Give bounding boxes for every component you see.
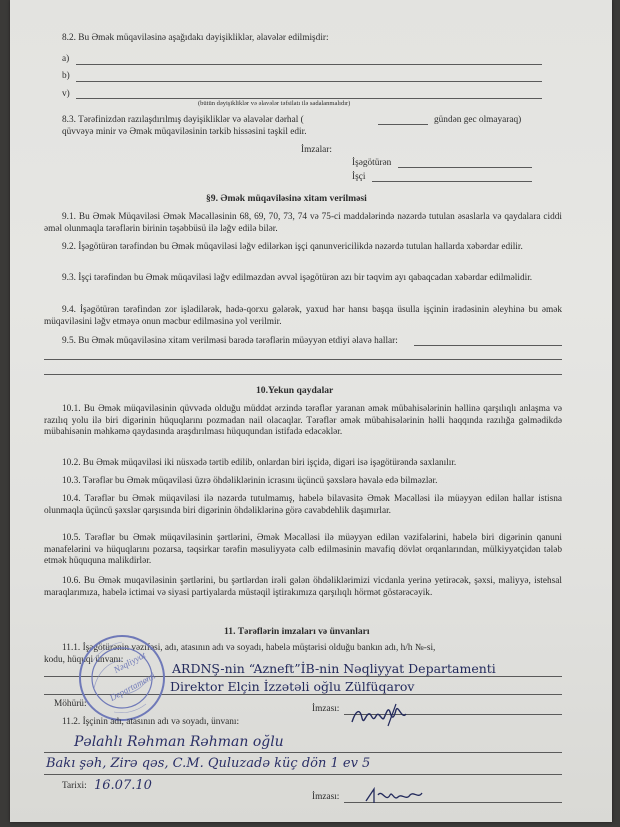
section-10-title: 10.Yekun qaydalar	[256, 385, 334, 396]
employer-signature-label: İmzası:	[312, 704, 340, 714]
seal-label: Möhürü:	[54, 699, 87, 709]
blank-line-b	[76, 81, 542, 82]
clause-11-1: 11.1. İşəgötürənin vəzifəsi, adı, atasının adı və soyadı, habelə müştərisi olduğu bankın adı, h/h №-si,	[62, 643, 436, 653]
clause-9-2: 9.2. İşəgötürən tərəfindən bu Əmək müqaviləsi ləğv edilərkən işçi qanunvericilikdə nəzərdə tutulan hallarda xəbərdar edilir.	[62, 242, 523, 252]
line-v-label: v)	[62, 89, 70, 99]
blank-9-5-c	[44, 374, 562, 375]
blank-9-5-a	[414, 345, 562, 346]
seal-text-top: Nəqliyyat	[112, 649, 148, 675]
clause-9-1: 9.1. Bu Əmək Müqaviləsi Əmək Məcəlləsinin 68, 69, 70, 73, 74 və 75-ci maddələrində nəzərdə tutulan əsaslarla və qaydalara ciddi əməl olunmaqla tərəflərin birinin təşəbbüsü ilə ləğv edilə bilər.	[44, 212, 562, 234]
worker-signature	[364, 785, 426, 807]
clause-9-5: 9.5. Bu Əmək müqaviləsinə xitam verilməsi barədə tərəflərin müəyyən etdiyi əlavə hallar:	[62, 336, 398, 346]
clause-10-2: 10.2. Bu Əmək müqaviləsi iki nüsxədə tərtib edilib, onlardan biri işçidə, digəri isə işəgötürəndə saxlanılır.	[62, 458, 457, 468]
clause-9-4: 9.4. İşəgötürən tərəfindən zor işlədilərək, hədə-qorxu gələrək, yaxud hər hansı başqa üsulla işçinin iradəsinin əleyhinə bu əmək müqaviləsini ləğv etməyə onun məcbur edilməsinə yol verilmir.	[44, 305, 562, 327]
blank-9-5-b	[44, 359, 562, 360]
clause-10-1: 10.1. Bu Əmək müqaviləsinin qüvvədə olduğu müddət ərzində tərəflər yaranan əmək mübahisələrinin həllinə qarşılıqlı anlaşma və razılıq yolu ilə biri digərinin hüquqlarını pozmadan nail olacaqlar. Tərəflər əmək mübahisələrinin həlli haqqında razılığa gəlmədikdə mübahisənin məhkəmə qaydasında araşdırılması hüququndan istifadə edəcəklər.	[44, 404, 562, 438]
clause-8-3-start: 8.3. Tərəfinizdən razılaşdırılmış dəyişikliklər və əlavələr dərhal (	[62, 115, 304, 125]
worker-line-1	[44, 752, 562, 753]
clause-10-6: 10.6. Bu Əmək muqaviləsinin şərtlərini, bu şərtlərdən irəli gələn öhdəliklərimizi vicdanla yerinə yetirəcək, şəxsi, maliyyə, istehsal maraqlarımıza, habelə ictimai və siyasi partiyalarda müstəqil iştirakımıza qarşılıqlı hörmət göstərəcəyik.	[44, 576, 562, 598]
signing-date: 16.07.10	[94, 778, 152, 793]
worker-full-name: Pəlahlı Rəhman Rəhman oğlu	[74, 734, 284, 750]
clause-8-3-end: qüvvəyə minir və Əmək müqaviləsinin tərkib hissəsini təşkil edir.	[62, 127, 307, 137]
clause-11-1-cont: kodu, hüquqi ünvanı:	[44, 655, 124, 665]
worker-address: Bakı şəh, Zirə qəs, C.M. Quluzadə küç dön 1 ev 5	[46, 756, 371, 771]
line-b-label: b)	[62, 71, 70, 81]
changes-note: (bütün dəyişikliklər və əlavələr təfsilatı ilə sadalanmalıdır)	[198, 100, 351, 107]
section-11-title: 11. Tərəflərin imzaları və ünvanları	[224, 626, 370, 637]
clause-11-2: 11.2. İşçinin adı, atasının adı və soyadı, ünvanı:	[62, 717, 240, 727]
clause-10-4: 10.4. Tərəflər bu Əmək müqaviləsi ilə nəzərdə tutulmamış, habelə bilavasitə Əmək Məcəlləsi ilə müəyyən edilən hallar istisna olunmaqla üçüncü şəxslər qarşısında biri digərinin öhdəliklərinə görə cavabdehlik daşımırlar.	[44, 494, 562, 516]
clause-9-3: 9.3. İşçi tərəfindən bu Əmək müqaviləsi ləğv edilməzdən əvvəl işəgötürən azı bir təqvim ayı qabaqcadan xəbərdar edilməlidir.	[62, 273, 533, 283]
blank-days	[378, 124, 428, 125]
seal-text-middle: Departamenti	[108, 670, 157, 703]
clause-10-3: 10.3. Tərəflər bu Əmək müqaviləsi üzrə öhdəliklərinin icrasını üçüncü şəxslərə həvalə edə bilməzlər.	[62, 476, 438, 486]
worker-signature-label: İmzası:	[312, 792, 340, 802]
line-a-label: a)	[62, 54, 70, 64]
clause-10-5: 10.5. Tərəflər bu Əmək müqaviləsinin şərtlərini, Əmək Məcəlləsi ilə müəyyən edilən vəzifələrini, habelə biri digərinin qanuni mənafelərini və hüquqlarını pozarsa, təqsirkar tərəfin məsuliyyətə cəlb edilməsinin mavafiq dövlət orqanlarından, mülkiyyətçidən tələb etmək hüququna malikdirlər.	[44, 533, 562, 567]
worker-sign-line	[372, 181, 532, 182]
employer-organization: ARDNŞ-nin “Azneft”İB-nin Nəqliyyat Departamenti	[172, 661, 496, 676]
section-9-title: §9. Əmək müqaviləsinə xitam verilməsi	[206, 193, 367, 204]
employer-sign-line	[398, 167, 532, 168]
worker-line-2	[44, 774, 562, 775]
clause-8-3-mid: gündən gec olmayaraq)	[434, 115, 522, 125]
blank-line-a	[76, 64, 542, 65]
employer-signature	[348, 700, 410, 732]
date-label: Tarixi:	[62, 781, 87, 791]
employer-label: İşəgötürən	[352, 158, 392, 168]
employer-director: Direktor Elçin İzzətəli oğlu Zülfüqarov	[170, 679, 415, 694]
worker-label: İşçi	[352, 172, 366, 182]
clause-8-2: 8.2. Bu Əmək müqaviləsinə aşağıdakı dəyişikliklər, əlavələr edilmişdir:	[62, 33, 329, 43]
document-page	[10, 0, 612, 822]
signatures-label: İmzalar:	[301, 145, 332, 155]
